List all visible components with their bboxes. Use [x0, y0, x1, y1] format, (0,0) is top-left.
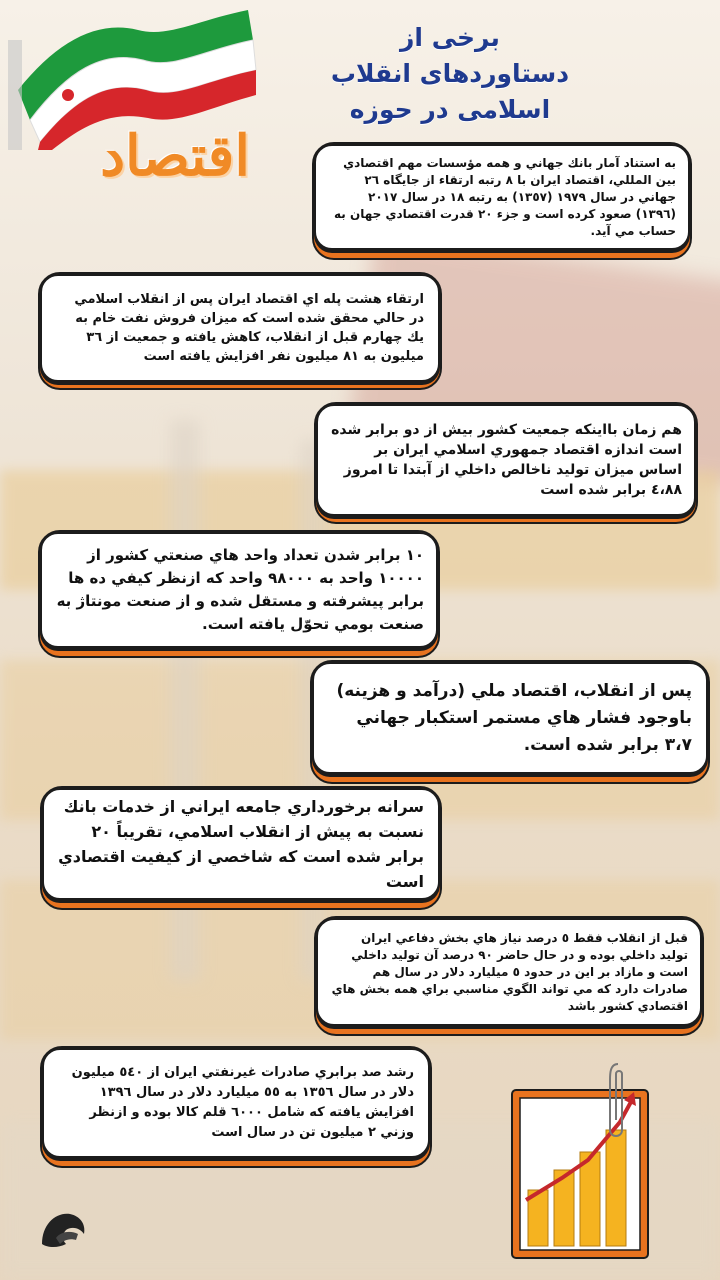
fact-text: ١٠ برابر شدن تعداد واحد هاي صنعتي كشور از ١٠٠٠٠ واحد به ٩٨٠٠٠ واحد كه ازنظر كيفي ده ها برابر پيشرفته و مستقل شده و از صنعت مونتاژ به صنعت بومي تحوّل يافته است. — [56, 546, 424, 633]
fact-text: به استناد آمار بانك جهاني و همه مؤسسات مهم اقتصادي بين المللي، اقتصاد ايران با ٨ رتبه ارتقاء از جايگاه ٢٦ جهاني در سال ١٩٧٩ (١٣٥٧) به رتبه ١٨ در سال ٢٠١٧ (١٣٩٦) صعود كرده است و جزء ٢٠ قدرت اقتصادي جهان به حساب مي آيد. — [334, 155, 676, 238]
fact-text: سرانه برخورداري جامعه ايراني از خدمات بانك نسبت به پيش از انقلاب اسلامي، تقريباً ٢٠ برابر شده است كه شاخصي از كيفيت اقتصادي است — [58, 797, 424, 891]
fact-card — [310, 660, 710, 784]
fact-card — [38, 272, 442, 390]
title-line: دستاوردهای انقلاب — [330, 59, 570, 88]
fact-card — [38, 530, 440, 658]
fact-card — [40, 1046, 432, 1168]
page-title — [300, 20, 600, 128]
logo-icon — [36, 1204, 92, 1254]
fact-card — [40, 786, 442, 910]
growth-chart-icon — [510, 1060, 650, 1260]
title-line: اسلامی در حوزه — [349, 95, 551, 124]
topic-heading: اقتصاد — [100, 123, 250, 189]
fact-text: هم زمان بااينكه جمعيت كشور بيش از دو برابر شده است اندازه اقتصاد جمهوري اسلامي ايران بر اساس ميزان توليد ناخالص داخلي از آبتدا تا امروز ٤،٨٨ برابر شده است — [331, 422, 682, 498]
fact-text: رشد صد برابري صادرات غيرنفتي ايران از ٥٤٠ ميليون دلار در سال ١٣٥٦ به ٥٥ ميليارد دلار در سال ١٣٩٦ افزايش يافته كه شامل ٦٠٠٠ قلم كالا بوده و ازنظر وزني ٢ ميليون تن در سال است — [71, 1065, 414, 1140]
fact-text: پس از انقلاب، اقتصاد ملي (درآمد و هزينه) باوجود فشار هاي مستمر استكبار جهاني ٣،٧ برابر شده است. — [336, 680, 692, 755]
fact-text: ارتقاء هشت پله اي اقتصاد ايران پس از انقلاب اسلامي در حالي محقق شده است كه ميزان فروش نفت خام به يك چهارم قبل از انقلاب، كاهش يافته و جمعيت از ٣٦ ميليون به ٨١ ميليون نفر افزايش يافته است — [74, 292, 424, 364]
fact-card — [314, 916, 704, 1036]
fact-card — [312, 142, 692, 260]
fact-card — [314, 402, 698, 524]
title-line: برخی از — [400, 23, 500, 52]
fact-text: قبل از انقلاب فقط ٥ درصد نياز هاي بخش دفاعي ايران توليد داخلي بوده و در حال حاضر ٩٠ درصد آن توليد داخلي است و مازاد بر اين در حدود ٥ ميليارد دلار در سال هم صادرات دارد كه مي تواند الگوي مناسبي براي همه بخش هاي اقتصادي كشور باشد — [331, 930, 688, 1013]
